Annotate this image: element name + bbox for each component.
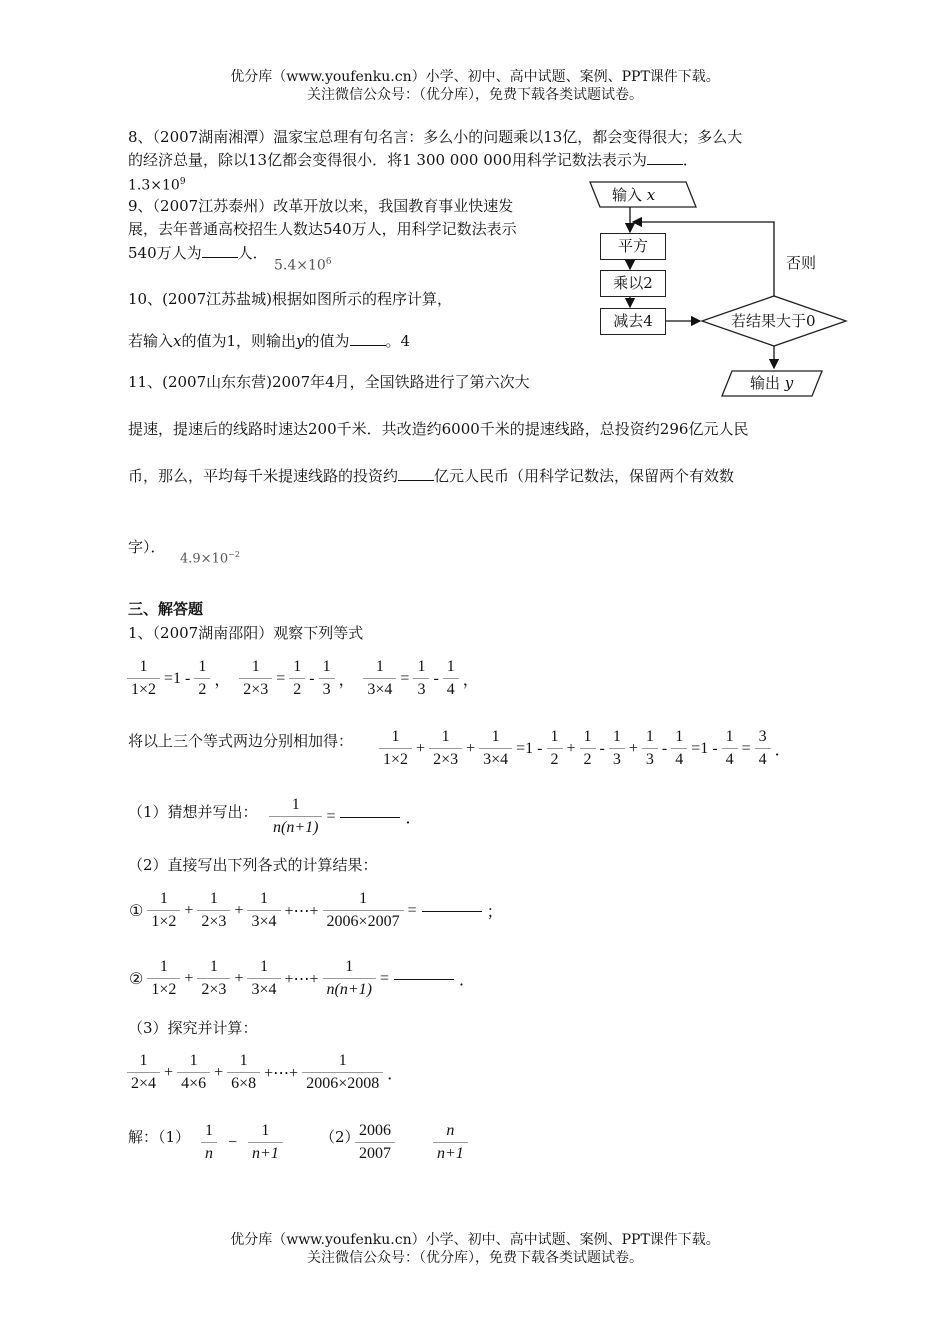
q11-line-3 (128, 465, 734, 487)
flowchart-output-var: y (784, 374, 794, 392)
frac-1-over-2x3: $\frac{1}{2\times 3}$ (197, 888, 230, 933)
op-period: ． (405, 810, 422, 827)
op-plus: + (234, 969, 244, 987)
part-2-2-blank (394, 978, 454, 980)
q9-answer-exp: 6 (325, 257, 332, 267)
q11-line-3-text: 币，那么，平均每千米提速线路的投资约 (128, 467, 399, 485)
solution-1 (200, 1120, 284, 1165)
frac-1-over-1x2: $\frac{1}{1\times 2}$ (127, 656, 160, 701)
op-plus: + (628, 739, 638, 757)
q11-line-1: 11、(2007山东东营)2007年4月，全国铁路进行了第六次大 (128, 373, 530, 391)
q10-line-2 (128, 330, 410, 352)
q10-blank (350, 330, 386, 346)
q11-answer-exp: −2 (228, 550, 240, 559)
q9-line-3-end: 人． (237, 244, 268, 262)
op-comma: ， (214, 672, 231, 689)
op-dots: +⋯+ (284, 970, 319, 988)
op-plus: + (214, 1063, 224, 1081)
op-eq: = (276, 669, 286, 687)
q11-answer-base: 4.9×10 (180, 551, 229, 567)
summed-equation (378, 726, 794, 771)
op-minus: − (228, 1133, 238, 1151)
op-eq: =1 - (516, 739, 543, 757)
q10-line-2-text: 若输入 (128, 332, 174, 350)
flowchart-output-text: 输出 (750, 374, 781, 392)
frac-1-over-2x3: $\frac{1}{2\times 3}$ (197, 956, 230, 1001)
flowchart-else-label: 否则 (786, 254, 817, 272)
q9-line-3-text: 540万人为 (128, 244, 202, 262)
frac-1-over-3: $\frac{1}{3}$ (642, 726, 658, 771)
frac-1-over-1x2: $\frac{1}{1\times 2}$ (147, 888, 180, 933)
q9-line-3 (128, 242, 268, 264)
add-intro: 将以上三个等式两边分别相加得： (128, 732, 354, 750)
frac-3-over-4: $\frac{3}{4}$ (755, 726, 771, 771)
op-period: ． (459, 972, 476, 989)
part-2-label: （2）直接写出下列各式的计算结果： (128, 856, 378, 874)
flowchart-input-text: 输入 (612, 186, 643, 204)
op-comma: ， (462, 672, 479, 689)
frac-1-over-4: $\frac{1}{4}$ (722, 726, 738, 771)
part-1-label: （1）猜想并写出： (128, 803, 258, 821)
q8-line-2 (128, 149, 698, 171)
q8-blank (647, 149, 683, 165)
op-eq: =1 - (691, 739, 718, 757)
frac-1-over-2: $\frac{1}{2}$ (580, 726, 596, 771)
frac-1-over-3x4: $\frac{1}{3\times 4}$ (479, 726, 512, 771)
frac-1-over-3: $\frac{1}{3}$ (319, 656, 335, 701)
frac-1-over-2: $\frac{1}{2}$ (547, 726, 563, 771)
footer-line-1: 优分库（www.youfenku.cn）小学、初中、高中试题、案例、PPT课件下载。 (230, 1232, 720, 1248)
frac-1-over-2006x2008: $\frac{1}{2006\times 2008}$ (302, 1050, 383, 1095)
q9-line-2: 展，去年普通高校招生人数达540万人，用科学记数法表示 (128, 220, 517, 238)
solution-2 (354, 1120, 469, 1165)
frac-1-over-3: $\frac{1}{3}$ (413, 656, 429, 701)
frac-1-over-2: $\frac{1}{2}$ (194, 656, 210, 701)
op-comma: ， (338, 672, 355, 689)
circle-1: ① (129, 902, 144, 920)
op-minus: - (661, 739, 668, 757)
frac-1-over-2x4: $\frac{1}{2\times 4}$ (127, 1050, 160, 1095)
op-eq: =1 - (164, 669, 191, 687)
op-plus: + (184, 969, 194, 987)
solution-label-2: （2） (320, 1128, 360, 1146)
op-plus: + (466, 739, 476, 757)
frac-1-over-3x4: $\frac{1}{3\times 4}$ (247, 888, 280, 933)
frac-2006-over-2007: $\frac{2006}{2007}$ (355, 1120, 395, 1165)
flowchart-output-label (750, 372, 793, 393)
op-eq: = (407, 901, 417, 919)
frac-1-over-3x4: $\frac{1}{3\times 4}$ (363, 656, 396, 701)
flowchart-step-square: 平方 (600, 233, 666, 260)
op-plus: + (416, 739, 426, 757)
part-2-1-blank (422, 910, 482, 912)
part-1-expression (268, 794, 425, 839)
op-dots: +⋯+ (264, 1064, 299, 1082)
op-period: ． (387, 1066, 404, 1083)
q8-answer (128, 171, 186, 197)
frac-1-over-4x6: $\frac{1}{4\times 6}$ (177, 1050, 210, 1095)
q8-answer-exp: 9 (179, 177, 186, 187)
q9-answer-base: 5.4×10 (274, 257, 326, 274)
op-minus: - (599, 739, 605, 757)
section-3-title: 三、解答题 (128, 600, 204, 618)
frac-n-over-n1: $\frac{n}{n+1}$ (433, 1120, 468, 1165)
flowchart-input-var: x (646, 186, 656, 204)
flowchart-step-double: 乘以2 (600, 270, 666, 297)
op-eq: = (741, 739, 751, 757)
flowchart-condition-label: 若结果大于0 (731, 312, 816, 330)
frac-1-over-2: $\frac{1}{2}$ (289, 656, 305, 701)
frac-1-over-nn1: $\frac{1}{n(n+1)}$ (323, 956, 376, 1001)
q11-answer (180, 550, 240, 566)
s3-q1-intro: 1、（2007湖南邵阳）观察下列等式 (128, 624, 364, 642)
q10-var-y: y (296, 332, 305, 350)
q8-line-2-end: ． (682, 151, 698, 169)
op-dots: +⋯+ (284, 902, 319, 920)
op-plus: + (164, 1063, 174, 1081)
header-line-2: 关注微信公众号：（优分库），免费下载各类试题试卷。 (307, 87, 643, 103)
flowchart-step-subtract: 减去4 (600, 308, 666, 335)
op-minus: - (309, 669, 315, 687)
circle-2: ② (129, 970, 144, 988)
q11-line-4: 字）． (128, 538, 166, 556)
flowchart-input-label (612, 184, 655, 205)
header-line-1: 优分库（www.youfenku.cn）小学、初中、高中试题、案例、PPT课件下载。 (230, 69, 720, 85)
frac-1-over-1x2: $\frac{1}{1\times 2}$ (147, 956, 180, 1001)
footer-line-2: 关注微信公众号：（优分库），免费下载各类试题试卷。 (307, 1250, 643, 1266)
q11-blank (398, 465, 434, 481)
q10-answer: 4 (400, 332, 411, 350)
q8-line-1: 8、（2007湖南湘潭）温家宝总理有句名言：多么小的问题乘以13亿，都会变得很大；多么大 (128, 128, 743, 146)
q8-line-2-text: 的经济总量，除以13亿都会变得很小．将1 300 000 000用科学记数法表示为 (128, 151, 647, 169)
q9-answer (274, 257, 332, 274)
frac-1-over-2x3: $\frac{1}{2\times 3}$ (239, 656, 272, 701)
frac-1-over-2006x2007: $\frac{1}{2006\times 2007}$ (323, 888, 404, 933)
op-plus: + (184, 901, 194, 919)
frac-1-over-6x8: $\frac{1}{6\times 8}$ (227, 1050, 260, 1095)
frac-1-over-3: $\frac{1}{3}$ (609, 726, 625, 771)
q11-line-2: 提速，提速后的线路时速达200千米．共改造约6000千米的提速线路，总投资约296亿元人民 (128, 420, 749, 438)
op-minus: - (433, 669, 439, 687)
op-eq: = (380, 969, 390, 987)
op-period: ． (774, 742, 791, 759)
part-2-expression-2 (126, 956, 478, 1001)
q11-line-3-end: 亿元人民币（用科学记数法，保留两个有效数 (434, 467, 735, 485)
q10-var-x: x (173, 332, 182, 350)
q10-line-2-end: 。 (385, 332, 401, 350)
frac-1-over-4: $\frac{1}{4}$ (671, 726, 687, 771)
frac-1-over-2x3: $\frac{1}{2\times 3}$ (429, 726, 462, 771)
frac-1-over-nn1: $\frac{1}{n(n+1)}$ (269, 794, 322, 839)
op-semicolon: ； (486, 904, 503, 921)
frac-1-over-1x2: $\frac{1}{1\times 2}$ (379, 726, 412, 771)
op-plus: + (566, 739, 576, 757)
observed-equalities (126, 656, 482, 701)
frac-1-over-3x4: $\frac{1}{3\times 4}$ (247, 956, 280, 1001)
solution-label-1: 解：（1） (128, 1128, 191, 1146)
q8-answer-base: 1.3×10 (128, 177, 180, 194)
part-3-expression (126, 1050, 406, 1095)
q10-line-2-mid2: 的值为 (304, 332, 350, 350)
frac-1-over-n: $\frac{1}{n}$ (201, 1120, 217, 1165)
part-2-expression-1 (126, 888, 506, 933)
q10-line-1: 10、(2007江苏盐城)根据如图所示的程序计算， (128, 290, 452, 308)
part-1-blank (340, 816, 400, 818)
part-3-label: （3）探究并计算： (128, 1019, 258, 1037)
frac-1-over-4: $\frac{1}{4}$ (443, 656, 459, 701)
frac-1-over-n1: $\frac{1}{n+1}$ (248, 1120, 283, 1165)
q9-line-1: 9、（2007江苏泰州）改革开放以来，我国教育事业快速发 (128, 197, 514, 215)
q9-blank (202, 242, 238, 258)
op-eq: = (400, 669, 410, 687)
op-eq: = (326, 807, 336, 825)
q10-line-2-mid: 的值为1，则输出 (181, 332, 297, 350)
op-plus: + (234, 901, 244, 919)
